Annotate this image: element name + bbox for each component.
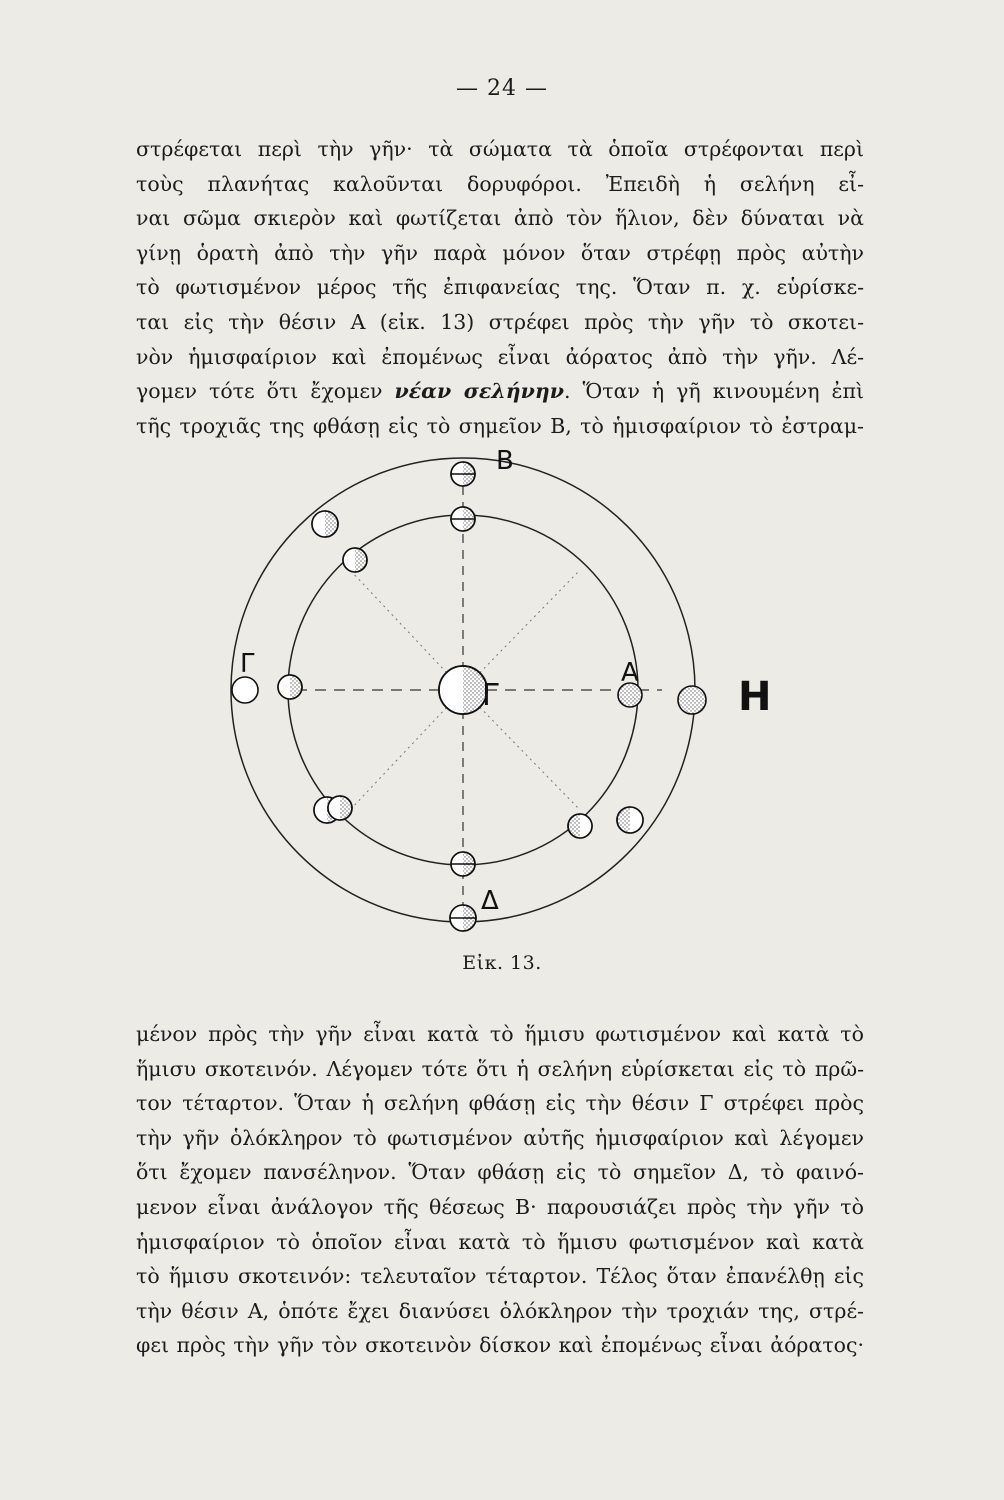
moon-inner-bottom [451,852,475,876]
text-line: μενον εἶναι ἀνάλογον τῆς θέσεως Β· παρουσιάζει πρὸς τὴν γῆν τὸ [136,1194,864,1219]
text-line-with-emphasis [136,374,864,409]
text-line: τὴν θέσιν Α, ὁπότε ἔχει διανύσει ὁλόκληρον τὴν τροχιάν της, στρέ- [136,1298,864,1323]
label-h-sun: Η [738,674,772,720]
text-line: στρέφεται περὶ τὴν γῆν· τὰ σώματα τὰ ὁποῖα στρέφονται περὶ [136,137,864,161]
label-d: Δ [481,886,499,916]
text-line: ἡμισφαίριον τὸ ὁποῖον εἶναι κατὰ τὸ ἥμισυ φωτισμένον καὶ κατὰ [136,1229,864,1254]
emphasis-new-moon: νέαν σελήνην [394,379,565,404]
text-line: τοὺς πλανήτας καλοῦνται δορυφόροι. Ἐπειδὴ ἡ σελήνη εἶ- [136,171,864,196]
bottom-paragraph [136,1017,864,1363]
label-b: Β [496,450,514,476]
text-line: γίνῃ ὁρατὴ ἀπὸ τὴν γῆν παρὰ μόνον ὅταν στρέφῃ πρὸς αὐτὴν [136,240,864,265]
text-line: ὅτι ἔχομεν πανσέληνον. Ὅταν φθάσῃ εἰς τὸ σημεῖον Δ, τὸ φαινό- [136,1160,864,1185]
moon-phases-diagram [0,450,1004,970]
text-line: τὸ φωτισμένον μέρος τῆς ἐπιφανείας της. Ὅταν π. χ. εὑρίσκε- [136,275,864,300]
earth-center [439,666,499,714]
moon-outer-right [678,686,706,714]
moon-inner-lower-right [568,814,592,838]
moon-outer-lower-right [617,807,643,833]
moon-outer-upper-left [312,511,338,537]
text-line: τὸ ἥμισυ σκοτεινόν: τελευταῖον τέταρτον. Τέλος ὅταν ἐπανέλθῃ εἰς [136,1264,864,1289]
moon-inner-upper-left [343,548,367,572]
text-line: τῆς τροχιᾶς της φθάσῃ εἰς τὸ σημεῖον Β, τὸ ἡμισφαίριον τὸ ἐστραμ- [136,413,864,438]
moon-inner-lower-left [328,796,352,820]
moon-inner-top [451,507,475,531]
page-number: — 24 — [456,76,548,101]
text-line: φει πρὸς τὴν γῆν τὸν σκοτεινὸν δίσκον καὶ ἐπομένως εἶναι ἀόρατος· [136,1333,864,1358]
label-g-center: Γ [482,678,499,713]
figure-caption: Εἰκ. 13. [462,952,542,974]
text-line: τον τέταρτον. Ὅταν ἡ σελήνη φθάσῃ εἰς τὴν θέσιν Γ στρέφει πρὸς [136,1091,864,1116]
moon-outer-left [232,677,258,703]
text-line: μένον πρὸς τὴν γῆν εἶναι κατὰ τὸ ἥμισυ φωτισμένον καὶ κατὰ τὸ [136,1022,864,1046]
label-a: Α [621,658,639,688]
top-paragraph [136,132,864,443]
moon-inner-left [278,675,302,699]
text-line: ἥμισυ σκοτεινόν. Λέγομεν τότε ὅτι ἡ σελήνη εὑρίσκεται εἰς τὸ πρῶ- [136,1056,864,1081]
moon-position-b [451,462,475,486]
text-segment: . Ὅταν ἡ γῆ κινουμένη ἐπὶ [564,379,865,404]
text-line: ται εἰς τὴν θέσιν Α (εἰκ. 13) στρέφει πρὸς τὴν γῆν τὸ σκοτει- [136,309,864,334]
text-segment: γομεν τότε ὅτι ἔχομεν [136,379,383,404]
moon-position-d [450,905,476,931]
label-g-left: Γ [240,649,255,679]
text-line: τὴν γῆν ὁλόκληρον τὸ φωτισμένον αὐτῆς ἡμισφαίριον καὶ λέγομεν [136,1125,864,1150]
text-line: ναι σῶμα σκιερὸν καὶ φωτίζεται ἀπὸ τὸν ἥλιον, δὲν δύναται νὰ [136,206,864,231]
text-line: νὸν ἡμισφαίριον καὶ ἐπομένως εἶναι ἀόρατος ἀπὸ τὴν γῆν. Λέ- [136,344,864,369]
